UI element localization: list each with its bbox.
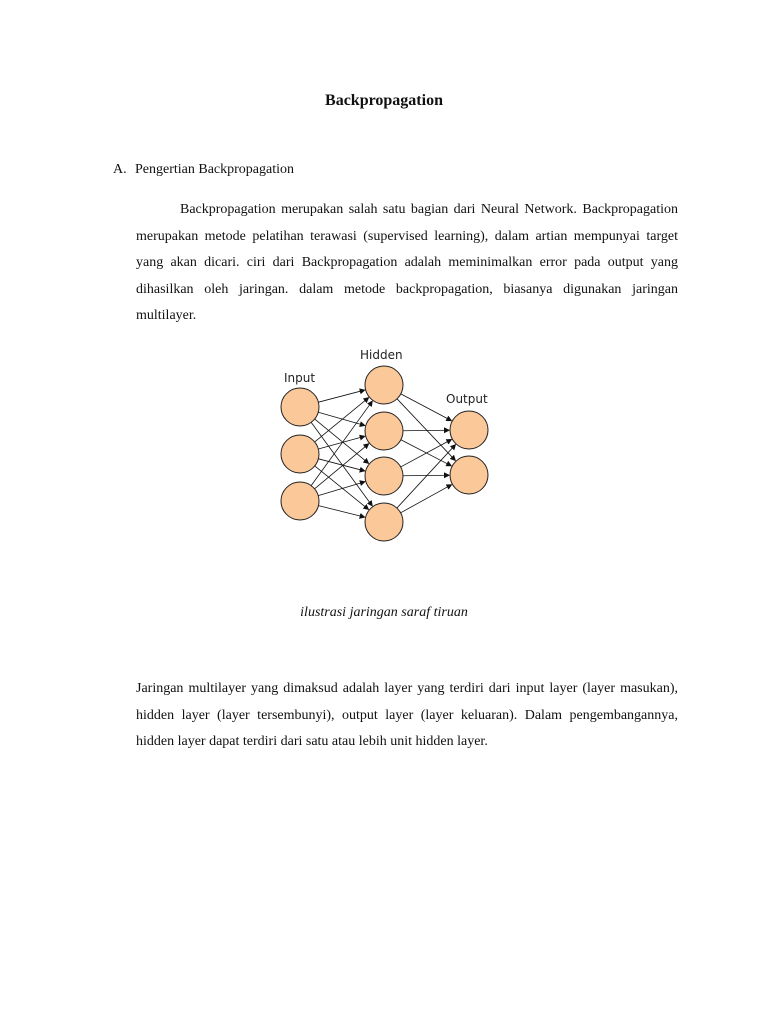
connection-hidden1-output1 [401, 394, 452, 421]
connection-hidden1-output2 [397, 399, 455, 461]
figure-caption: ilustrasi jaringan saraf tiruan [300, 605, 468, 620]
connection-input3-hidden4 [318, 506, 364, 518]
output-layer-label: Output [446, 392, 488, 406]
connection-input2-hidden1 [315, 398, 369, 442]
hidden-node-1 [365, 366, 403, 404]
connection-input3-hidden1 [311, 401, 372, 485]
paragraph-intro: Backpropagation merupakan salah satu bagian dari Neural Network. Backpropagation merupakan metode pelatihan terawasi (supervised learning), dalam artian mempunyai target yang akan dicari. ciri dari Backpropagation adalah meminimalkan error pada output yang dihasilkan oleh jaringan. dalam metode backpropagation, biasanya digunakan jaringan multilayer. [136, 202, 678, 324]
network-connections [311, 390, 455, 517]
section-title: Pengertian Backpropagation [135, 162, 295, 177]
page-title: Backpropagation [325, 92, 443, 109]
paragraph-multilayer: Jaringan multilayer yang dimaksud adalah layer yang terdiri dari input layer (layer masukan), hidden layer (layer tersembunyi), output layer (layer keluaran). Dalam pengembangannya, hidden layer dapat terdiri dari satu atau lebih unit hidden layer. [136, 681, 678, 750]
output-node-1 [450, 411, 488, 449]
connection-input2-hidden4 [315, 466, 369, 509]
hidden-layer-label: Hidden [360, 348, 403, 362]
connection-input1-hidden2 [318, 412, 365, 425]
input-node-2 [281, 435, 319, 473]
input-layer-label: Input [284, 371, 316, 385]
input-node-1 [281, 388, 319, 426]
connection-input1-hidden3 [315, 419, 369, 463]
hidden-node-4 [365, 503, 403, 541]
input-node-3 [281, 482, 319, 520]
connection-input3-hidden2 [315, 444, 369, 489]
connection-hidden3-output2 [403, 475, 449, 476]
connection-hidden2-output1 [403, 430, 449, 431]
connection-input2-hidden3 [318, 459, 364, 471]
hidden-node-2 [365, 412, 403, 450]
connection-input3-hidden3 [318, 482, 365, 496]
section-heading [113, 162, 294, 178]
connection-hidden4-output2 [401, 485, 452, 513]
section-letter: A. [113, 162, 127, 177]
hidden-node-3 [365, 457, 403, 495]
neural-network-figure [270, 342, 500, 548]
connection-input2-hidden2 [318, 436, 364, 449]
connection-input1-hidden4 [311, 422, 372, 506]
connection-input1-hidden1 [318, 390, 364, 402]
output-node-2 [450, 456, 488, 494]
